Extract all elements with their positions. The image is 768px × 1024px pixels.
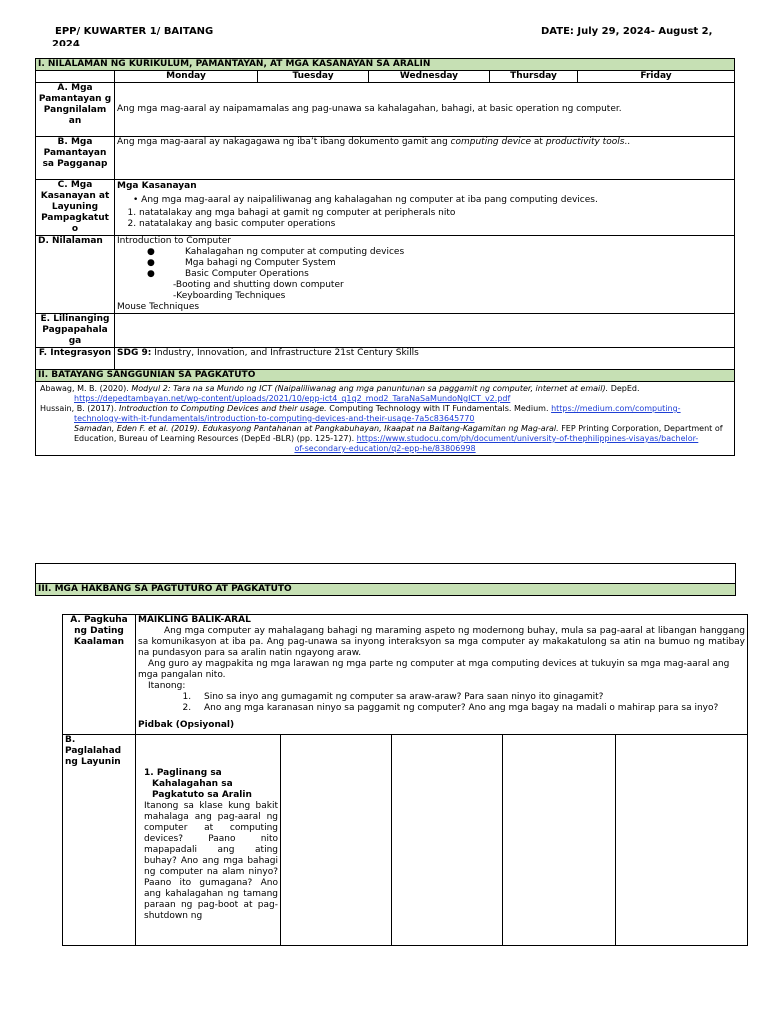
- c-bullet: • Ang mga mag-aaral ay naipaliliwanag ang kahalagahan ng computer at iba pang computing devices.: [133, 195, 598, 205]
- row-c-label: C. Mga Kasanayan at Layuning Pampagkatut o: [36, 180, 115, 236]
- step-b-col-wednesday: [392, 735, 503, 946]
- row-f-label: F. Integrasyon: [36, 348, 115, 370]
- row-d-label: D. Nilalaman: [36, 236, 115, 314]
- day-friday: Friday: [578, 71, 735, 83]
- day-blank: [36, 71, 115, 83]
- header-date: DATE: July 29, 2024- August 2,: [541, 26, 713, 37]
- a-question: 2. Ano ang mga karanasan ninyo sa paggamit ng computer? Ano ang mga bagay na madali o mahirap para sa inyo?: [194, 703, 745, 714]
- step-b-col-friday: [616, 735, 748, 946]
- row-b-text: Ang mga mag-aaral ay nakagagawa ng iba’t ibang dokumento gamit ang computing device at productivity tools..: [115, 137, 735, 180]
- a-questions: [138, 692, 745, 714]
- section3-title: III. MGA HAKBANG SA PAGTUTURO AT PAGKATUTO: [35, 583, 736, 596]
- a-paragraph-1: Ang mga computer ay mahalagang bahagi ng maraming aspeto ng modernong buhay, mula sa pag-aaral at libangan hanggang sa komunikasyon at iba pa. Ang pag-unawa sa inyong interaksyon sa mga computer ay makakatulong sa atin na bumuo ng matibay na pundasyon para sa aralin natin ngayong araw.: [138, 626, 746, 658]
- day-thursday: Thursday: [490, 71, 578, 83]
- step-a-content: [136, 615, 748, 735]
- row-e-label: E. Lilinanging Pagpapahala ga: [36, 314, 115, 348]
- ref-abawag-link[interactable]: https://depedtambayan.net/wp-content/uploads/2021/10/epp-ict4_q1q2_mod2_TaraNaSaMundoNgICT_v2.pdf: [74, 394, 511, 403]
- header-left: EPP/ KUWARTER 1/ BAITANG: [55, 26, 214, 37]
- step-b-col-thursday: [503, 735, 616, 946]
- b-heading: 1. Paglinang sa Kahalagahan sa Pagkatuto sa Aralin: [144, 768, 252, 800]
- day-tuesday: Tuesday: [258, 71, 369, 83]
- references: [36, 382, 735, 456]
- header-left-cut: 2024: [52, 40, 80, 46]
- d-sub: -Keyboarding Techniques: [173, 291, 286, 301]
- step-a-label: A. Pagkuha ng Dating Kaalaman: [63, 615, 136, 735]
- curriculum-table: [35, 58, 735, 456]
- d-sub: -Booting and shutting down computer: [173, 280, 344, 290]
- step-b-content: [136, 735, 281, 946]
- day-wednesday: Wednesday: [369, 71, 490, 83]
- a-pidbak: Pidbak (Opsiyonal): [138, 720, 235, 730]
- row-a-text: Ang mga mag-aaral ay naipamamalas ang pag-unawa sa kahalagahan, bahagi, at basic operation ng computer.: [115, 83, 735, 137]
- steps-table: [62, 614, 748, 946]
- d-item: ● Basic Computer Operations: [165, 269, 732, 280]
- step-b-label: B. Paglalahad ng Layunin: [63, 735, 136, 946]
- ref-samadan: Samadan, Eden F. et al. (2019). Edukasyong Pantahanan at Pangkabuhayan, Ikaapat na Baitang-Kagamitan ng Mag-aral. FEP Printing Corporation, Department of Education, Bureau of Learning Resources (DepEd -BLR) (pp. 125-127). https://www.studocu.com/ph/document/university-of-thephilippines-visayas/bachelor-: [74, 424, 723, 443]
- c-list: [117, 208, 732, 230]
- ref-hussain: Hussain, B. (2017). Introduction to Computing Devices and their usage. Computing Technology with IT Fundamentals. Medium. https://medium.com/computing-: [40, 404, 681, 413]
- day-monday: Monday: [115, 71, 258, 83]
- c-title: Mga Kasanayan: [117, 181, 197, 191]
- row-e-content: [115, 314, 735, 348]
- ref-samadan-link[interactable]: https://www.studocu.com/ph/document/university-of-thephilippines-visayas/bachelor-: [356, 434, 699, 443]
- row-c-content: [115, 180, 735, 236]
- row-d-content: [115, 236, 735, 314]
- d-item: ● Mga bahagi ng Computer System: [165, 258, 732, 269]
- d-last: Mouse Techniques: [117, 302, 200, 312]
- row-f-content: SDG 9: Industry, Innovation, and Infrastructure 21st Century Skills: [115, 348, 735, 370]
- step-b-col-tuesday: [281, 735, 392, 946]
- section3-spacer: [35, 563, 736, 584]
- section1-title: I. NILALAMAN NG KURIKULUM, PAMANTAYAN, AT MGA KASANAYAN SA ARALIN: [36, 59, 735, 71]
- ref-hussain-link[interactable]: https://medium.com/computing-: [551, 404, 681, 413]
- d-item: ● Kahalagahan ng computer at computing devices: [165, 247, 732, 258]
- a-question: 1. Sino sa inyo ang gumagamit ng computer sa araw-araw? Para saan ninyo ito ginagamit?: [194, 692, 745, 703]
- row-a-label: A. Mga Pamantayan g Pangnilalam an: [36, 83, 115, 137]
- ref-samadan-link-cont[interactable]: of-secondary-education/q2-epp-he/83806998: [294, 444, 476, 453]
- a-ask: Itanong:: [148, 681, 186, 691]
- a-paragraph-2: Ang guro ay magpakita ng mga larawan ng mga parte ng computer at mga computing devices at tukuyin sa mga mag-aaral ang mga pangalan nito.: [138, 659, 730, 680]
- section2-title: II. BATAYANG SANGGUNIAN SA PAGKATUTO: [36, 370, 735, 382]
- ref-abawag: Abawag, M. B. (2020). Modyul 2: Tara na sa Mundo ng ICT (Naipaliliwanag ang mga panuntunan sa paggamit ng computer, internet at email). DepEd.: [40, 384, 640, 393]
- row-b-label: B. Mga Pamantayan sa Pagganap: [36, 137, 115, 180]
- ref-hussain-link-cont[interactable]: technology-with-it-fundamentals/introduction-to-computing-devices-and-their-usage-7a5c83645770: [74, 414, 475, 423]
- c-item: 1. natatalakay ang mga bahagi at gamit ng computer at peripherals nito: [139, 208, 732, 219]
- d-intro: Introduction to Computer: [117, 236, 231, 246]
- c-item: 2. natatalakay ang basic computer operations: [139, 219, 732, 230]
- d-list: [117, 247, 732, 280]
- b-text: Itanong sa klase kung bakit mahalaga ang pag-aaral ng computer at computing devices? Paano nito mapapadali ang ating buhay? Ano ang mga bahagi ng computer na alam ninyo? Paano ito gumagana? Ano ang kahalagahan ng tamang paraan ng pag-boot at pag-shutdown ng: [144, 801, 278, 921]
- a-title: MAIKLING BALIK-ARAL: [138, 615, 251, 625]
